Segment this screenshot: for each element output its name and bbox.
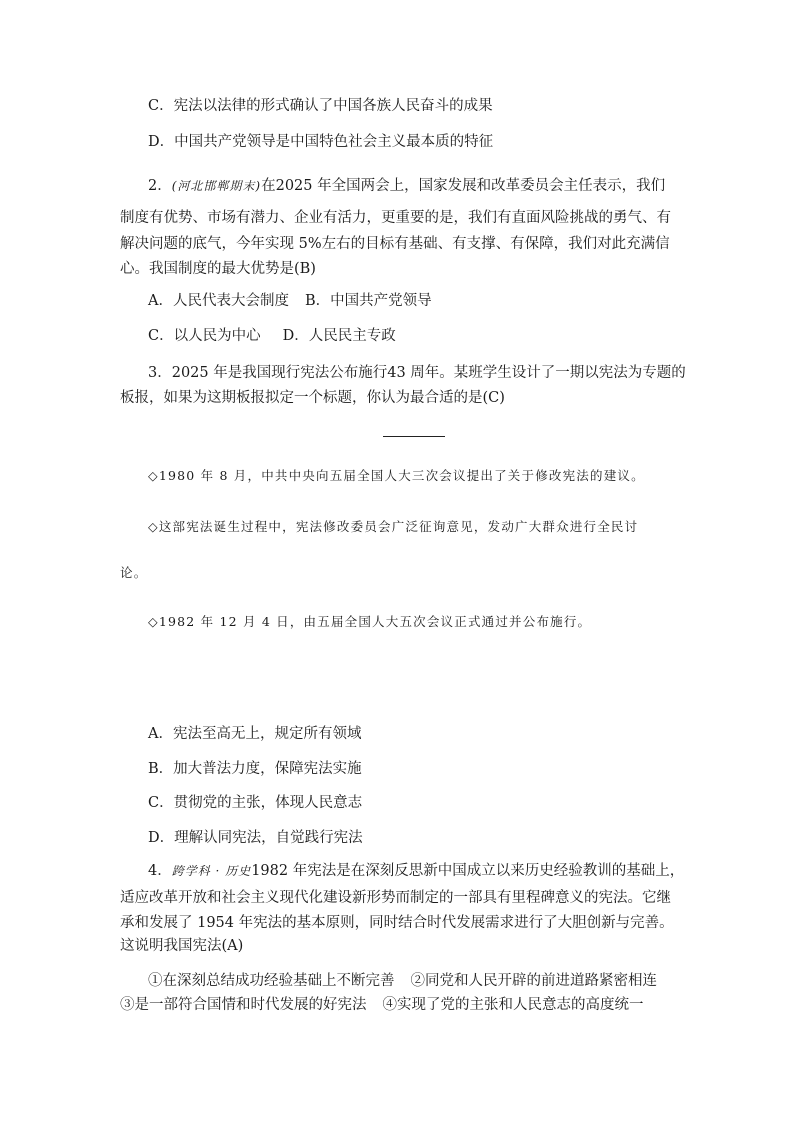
- q2-stem-line1: [148, 176, 665, 196]
- q2-stem-line2: 制度有优势、市场有潜力、企业有活力，更重要的是，我们有直面风险挑战的勇气、有: [120, 210, 671, 226]
- q4-items-row2: [120, 995, 644, 1015]
- q1-option-d: D．中国共产党领导是中国特色社会主义最本质的特征: [148, 134, 494, 150]
- q4-tag: 跨学科 · 历史: [171, 864, 252, 878]
- q4-item-4: ④实现了党的主张和人民意志的高度统一: [382, 997, 644, 1013]
- q2-options-row1: [148, 291, 432, 311]
- q4-item-1: ①在深刻总结成功经验基础上不断完善: [148, 973, 395, 989]
- q3-option-d: D．理解认同宪法，自觉践行宪法: [148, 830, 363, 846]
- q3-option-b: B．加大普法力度，保障宪法实施: [148, 761, 362, 777]
- q3-stem-line1: 3．2025 年是我国现行宪法公布施行43 周年。某班学生设计了一期以宪法为专题的: [148, 365, 686, 381]
- q3-quote-2-line2: 论。: [120, 565, 148, 580]
- q2-option-c: C．以人民为中心: [148, 328, 261, 344]
- q4-stem-line3: 承和发展了 1954 年宪法的基本原则，同时结合时代发展需求进行了大胆创新与完善。: [120, 915, 674, 931]
- q4-items-row1: [148, 971, 657, 991]
- q4-number: 4．: [148, 863, 172, 879]
- q2-option-d: D．人民民主专政: [282, 328, 396, 344]
- q3-option-c: C．贯彻党的主张，体现人民意志: [148, 795, 363, 811]
- q4-stem-text: 1982 年宪法是在深刻反思新中国成立以来历史经验教训的基础上，: [251, 863, 685, 879]
- q2-stem-line4: 心。我国制度的最大优势是(B): [120, 261, 316, 277]
- q4-stem-line1: [148, 861, 684, 881]
- q2-option-a: A．人民代表大会制度: [148, 293, 289, 309]
- q3-quote-3: ◇1982 年 12 月 4 日，由五届全国人大五次会议正式通过并公布施行。: [148, 614, 592, 629]
- q4-stem-line4: 这说明我国宪法(A): [120, 938, 244, 954]
- q3-quote-1: ◇1980 年 8 月，中共中央向五届全国人大三次会议提出了关于修改宪法的建议。: [148, 468, 645, 483]
- q2-number: 2．: [148, 178, 172, 194]
- q4-item-3: ③是一部符合国情和时代发展的好宪法: [120, 997, 367, 1013]
- q2-stem-text: 在2025 年全国两会上，国家发展和改革委员会主任表示，我们: [261, 178, 666, 194]
- q4-stem-line2: 适应改革开放和社会主义现代化建设新形势而制定的一部具有里程碑意义的宪法。它继: [120, 890, 671, 906]
- q2-option-b: B．中国共产党领导: [304, 293, 432, 309]
- q3-quote-2-line1: ◇这部宪法诞生过程中，宪法修改委员会广泛征询意见，发动广大群众进行全民讨: [148, 519, 639, 534]
- q3-stem-line2: 板报，如果为这期板报拟定一个标题，你认为最合适的是(C): [120, 390, 505, 406]
- q2-stem-line3: 解决问题的底气，今年实现 5%左右的目标有基础、有支撑、有保障，我们对此充满信: [120, 236, 670, 252]
- q3-option-a: A．宪法至高无上，规定所有领域: [148, 726, 362, 742]
- q1-option-c: C．宪法以法律的形式确认了中国各族人民奋斗的成果: [148, 98, 493, 114]
- q2-options-row2: [148, 326, 396, 346]
- q2-source-tag: (河北邯郸期末): [171, 179, 262, 193]
- q4-item-2: ②同党和人民开辟的前进道路紧密相连: [410, 973, 657, 989]
- answer-blank-line: [383, 436, 445, 437]
